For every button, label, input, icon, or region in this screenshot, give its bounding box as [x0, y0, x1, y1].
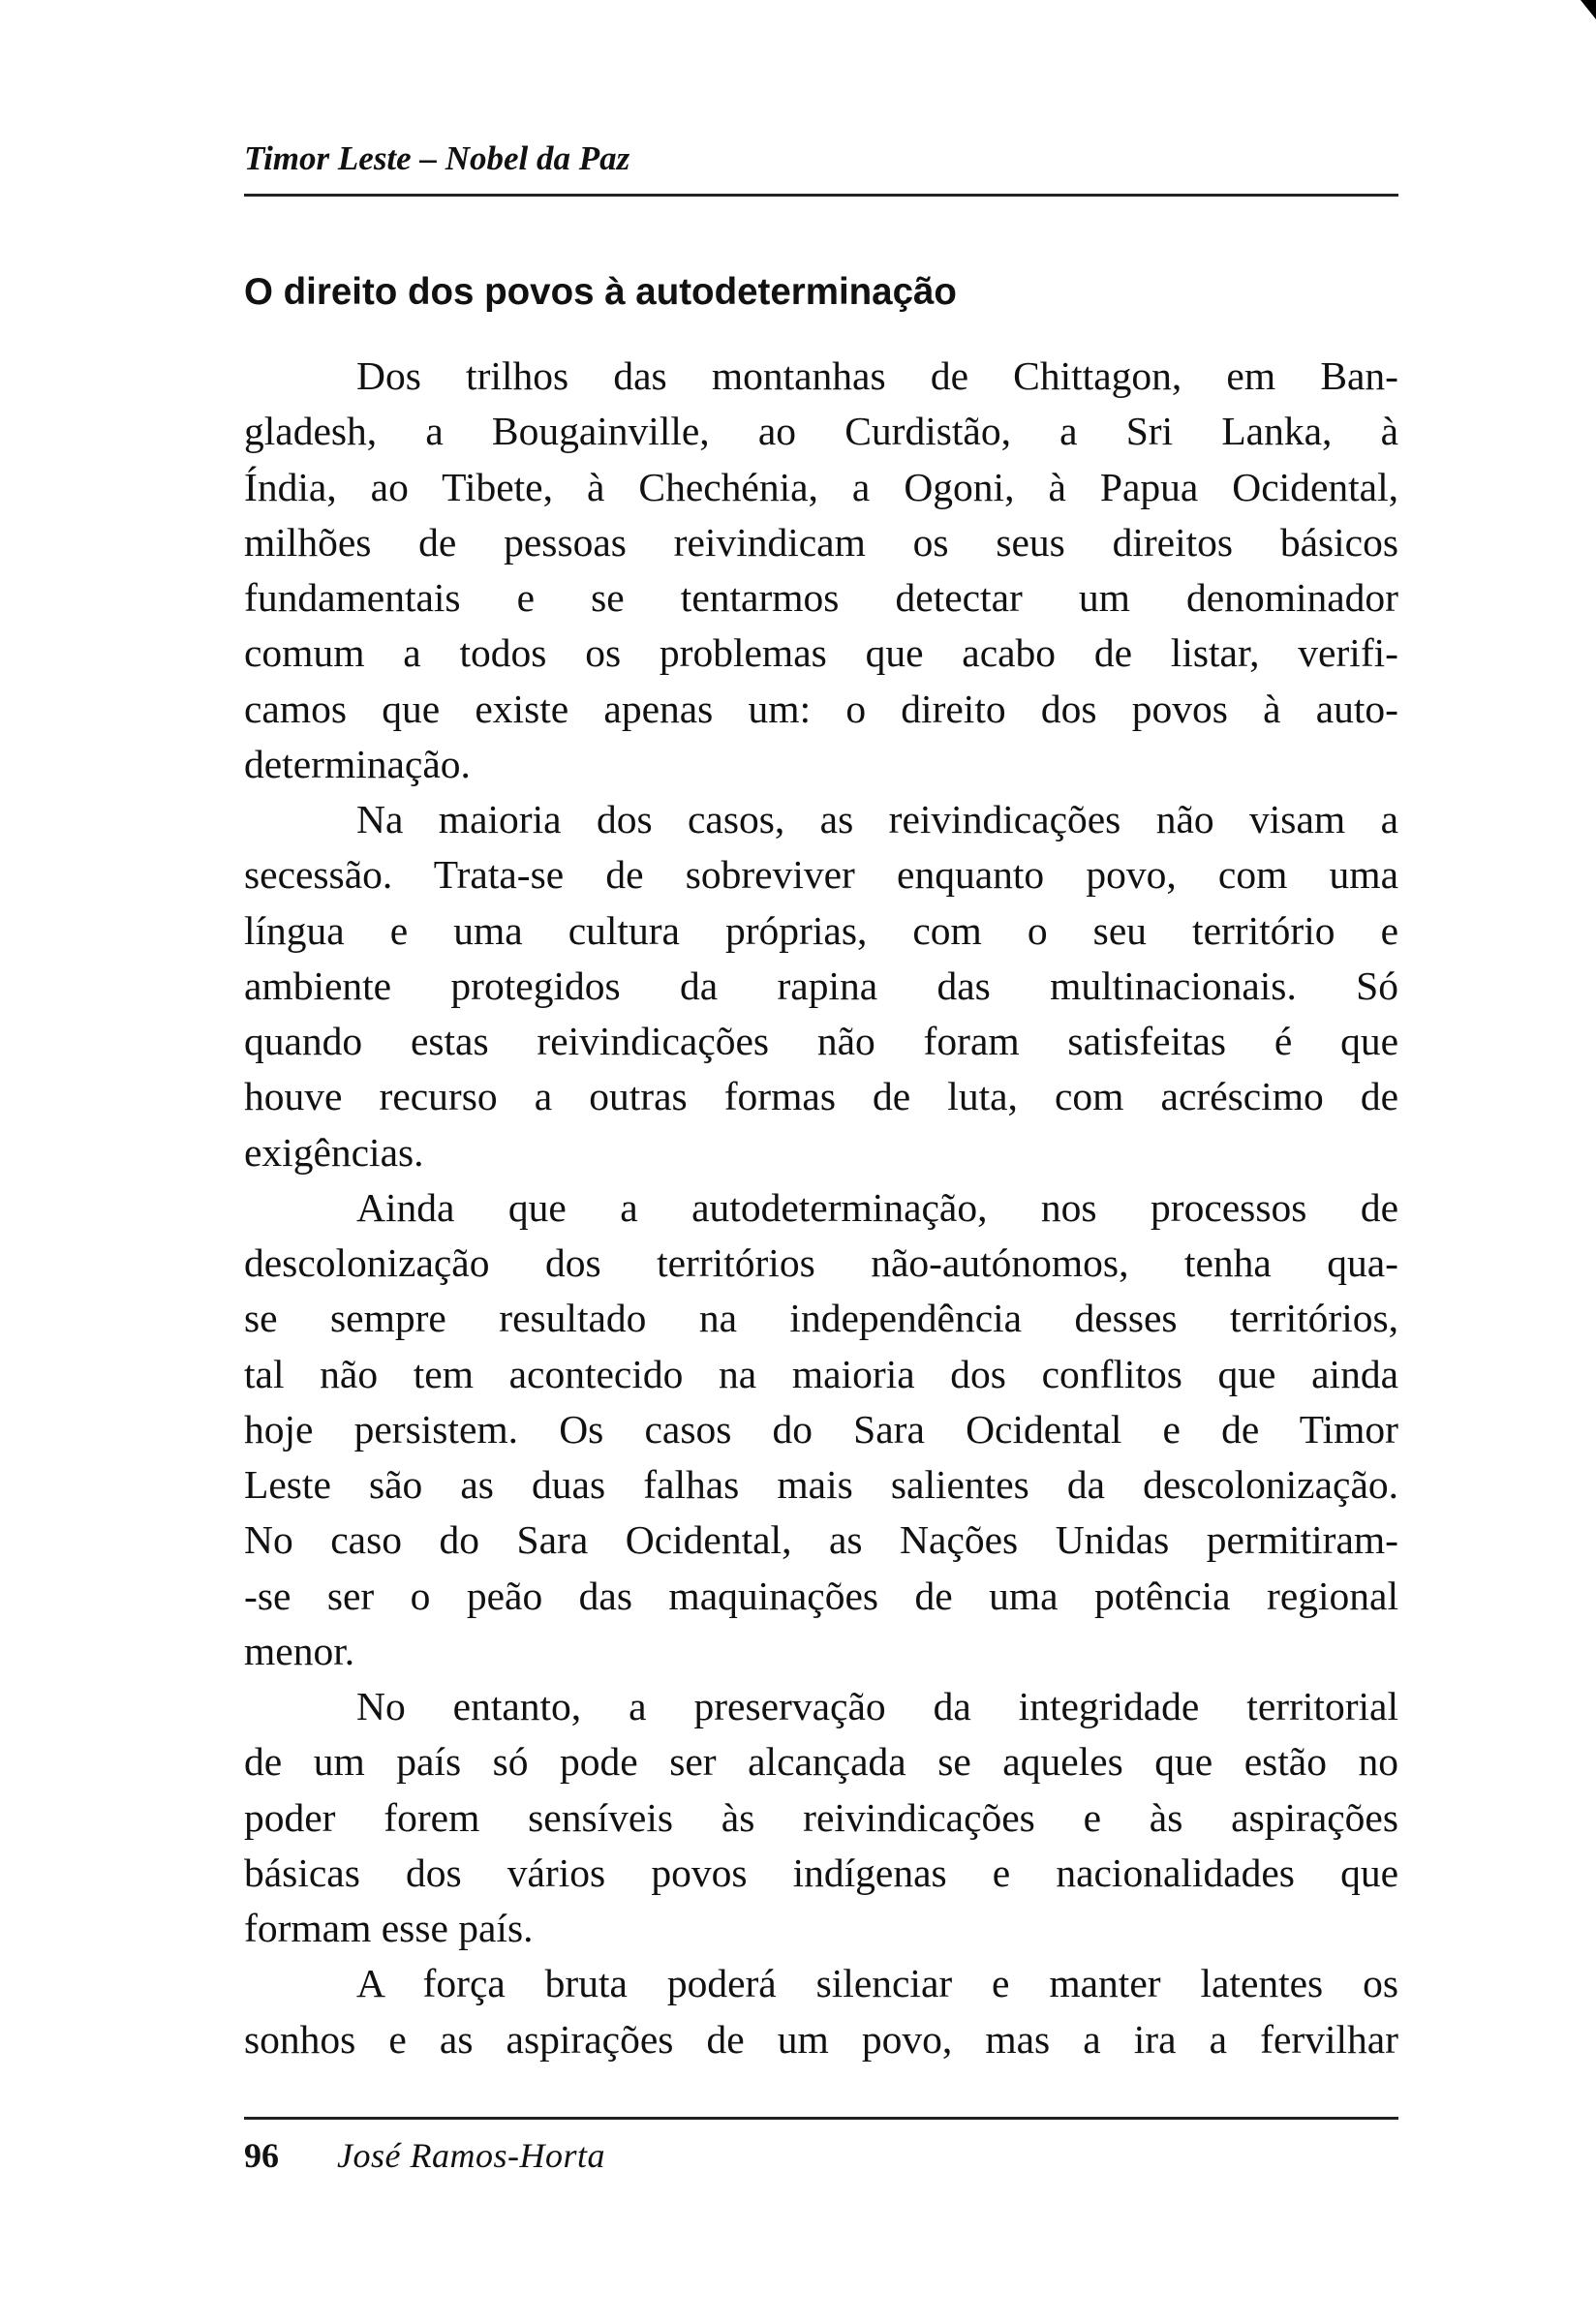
text-line: -se ser o peão das maquinações de uma potência regional [244, 1573, 1398, 1618]
text-line: tal não tem acontecido na maioria dos conflitos que ainda [244, 1351, 1398, 1396]
page-number: 96 [244, 2136, 279, 2175]
text-line: milhões de pessoas reivindicam os seus direitos básicos [244, 519, 1398, 565]
running-header [244, 138, 1398, 197]
paragraph [244, 792, 1398, 1180]
running-title: Timor Leste – Nobel da Paz [244, 139, 630, 177]
text-line: Dos trilhos das montanhas de Chittagon, em Ban- [356, 353, 1398, 398]
body-text [244, 349, 1398, 2067]
text-line: Na maioria dos casos, as reivindicações não visam a [356, 797, 1398, 841]
text-line: gladesh, a Bougainville, ao Curdistão, a Sri Lanka, à [244, 409, 1398, 454]
text-line: Índia, ao Tibete, à Chechénia, a Ogoni, à Papua Ocidental, [244, 464, 1398, 509]
author-name: José Ramos-Horta [337, 2136, 605, 2175]
page-footer [244, 2117, 1398, 2187]
text-line: comum a todos os problemas que acabo de listar, verifi- [244, 630, 1398, 676]
text-line: língua e uma cultura próprias, com o seu território e [244, 907, 1398, 953]
text-line: básicas dos vários povos indígenas e nacionalidades que [244, 1850, 1398, 1895]
text-line: No caso do Sara Ocidental, as Nações Unidas permitiram- [244, 1517, 1398, 1563]
paragraph [244, 1679, 1398, 1956]
text-line: A força bruta poderá silenciar e manter latentes os [356, 1961, 1398, 2006]
text-line: camos que existe apenas um: o direito dos povos à auto- [244, 686, 1398, 731]
paragraph [244, 349, 1398, 792]
corner-mark [1581, 0, 1596, 19]
text-line: quando estas reivindicações não foram satisfeitas é que [244, 1019, 1398, 1063]
text-line: ambiente protegidos da rapina das multinacionais. Só [244, 963, 1398, 1008]
section-heading: O direito dos povos à autodeterminação [244, 271, 957, 313]
text-line: No entanto, a preservação da integridade territorial [356, 1684, 1398, 1728]
text-line: exigências. [244, 1129, 424, 1175]
text-line: determinação. [244, 741, 471, 786]
text-line: menor. [244, 1628, 355, 1673]
text-line: hoje persistem. Os casos do Sara Ocidental e de Timor [244, 1406, 1398, 1452]
text-line: poder forem sensíveis às reivindicações e às aspirações [244, 1794, 1398, 1840]
text-line: sonhos e as aspirações de um povo, mas a ira a fervilhar [244, 2016, 1398, 2062]
text-line: se sempre resultado na independência desses territórios, [244, 1296, 1398, 1341]
paragraph [244, 1180, 1398, 1679]
text-line: fundamentais e se tentarmos detectar um denominador [244, 575, 1398, 620]
text-line: houve recurso a outras formas de luta, com acréscimo de [244, 1074, 1398, 1119]
text-line: de um país só pode ser alcançada se aqueles que estão no [244, 1739, 1398, 1785]
text-line: Ainda que a autodeterminação, nos processos de [356, 1184, 1398, 1230]
text-line: secessão. Trata-se de sobreviver enquanto povo, com uma [244, 852, 1398, 898]
paragraph [244, 1956, 1398, 2067]
text-line: descolonização dos territórios não-autónomos, tenha qua- [244, 1240, 1398, 1285]
text-line: formam esse país. [244, 1906, 534, 1950]
text-line: Leste são as duas falhas mais salientes da descolonização. [244, 1462, 1398, 1507]
